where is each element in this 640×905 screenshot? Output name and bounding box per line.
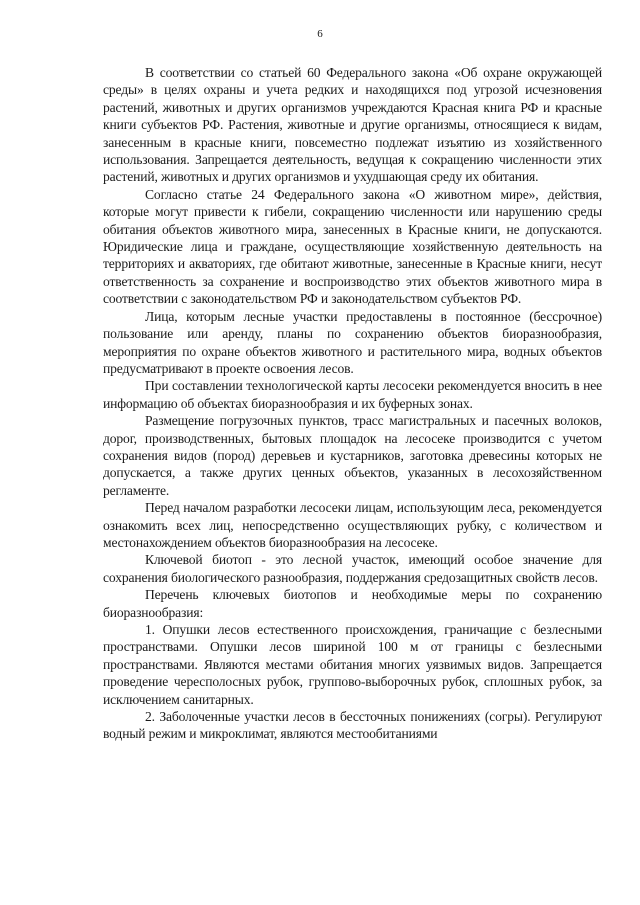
paragraph-key-biotope-definition: Ключевой биотоп - это лесной участок, имеющий особое значение для сохранения биологического разнообразия, поддержания средозащитных свойств лесов. (103, 552, 602, 585)
paragraph-before-logging: Перед началом разработки лесосеки лицам, использующим леса, рекомендуется ознакомить всех лиц, непосредственно осуществляющих рубку, с количеством и местонахождением объектов биоразнообразия на лесосеке. (103, 500, 602, 550)
paragraph-forest-users-plans: Лица, которым лесные участки предоставлены в постоянное (бессрочное) пользование или аренду, планы по сохранению объектов биоразнообразия, мероприятия по охране объектов животного и растительного мира, водных объектов предусматривают в проекте освоения лесов. (103, 308, 602, 376)
list-item-swampy-areas: 2. Заболоченные участки лесов в бессточных понижениях (согры). Регулируют водный режим и микроклимат, являются местообитаниями (103, 709, 602, 742)
paragraph-biotope-list-intro: Перечень ключевых биотопов и необходимые меры по сохранению биоразнообразия: (103, 587, 602, 620)
page-number: 6 (317, 28, 323, 40)
paragraph-technological-map: При составлении технологической карты лесосеки рекомендуется вносить в нее информацию об объектах биоразнообразия и их буферных зонах. (103, 378, 602, 411)
paragraph-animal-world-law: Согласно статье 24 Федерального закона «О животном мире», действия, которые могут привести к гибели, сокращению численности или нарушению среды обитания объектов животного мира, занесенных в Красные книги, не допускаются. Юридические лица и граждане, осуществляющие хозяйственную деятельность на территориях и акваториях, где обитают животные, занесенные в Красные книги, несут ответственность за сохранение и воспроизводство этих объектов животного мира в соответствии с законодательством РФ и законодательством субъектов РФ. (103, 186, 602, 307)
document-body (103, 64, 602, 743)
paragraph-red-book-ecology-law: В соответствии со статьей 60 Федерального закона «Об охране окружающей среды» в целях охраны и учета редких и находящихся под угрозой исчезновения растений, животных и других организмов учреждаются Красная книга РФ и красные книги субъектов РФ. Растения, животные и другие организмы, относящиеся к видам, занесенным в красные книги, повсеместно подлежат изъятию из хозяйственного использования. Запрещается деятельность, ведущая к сокращению численности этих растений, животных и других организмов и ухудшающая среду их обитания. (103, 65, 602, 185)
list-item-forest-edges: 1. Опушки лесов естественного происхождения, граничащие с безлесными пространствами. Опушки лесов шириной 100 м от границы с безлесными пространствами. Являются местами обитания многих уязвимых видов. Запрещается проведение чересполосных рубок, группово-выборочных рубок, сплошных рубок, за исключением санитарных. (103, 622, 602, 707)
paragraph-loading-points-placement: Размещение погрузочных пунктов, трасс магистральных и пасечных волоков, дорог, производственных, бытовых площадок на лесосеке производится с учетом сохранения видов (пород) деревьев и кустарников, заготовка древесины которых не допускается, а также других ценных объектов, указанных в лесохозяйственном регламенте. (103, 413, 602, 498)
